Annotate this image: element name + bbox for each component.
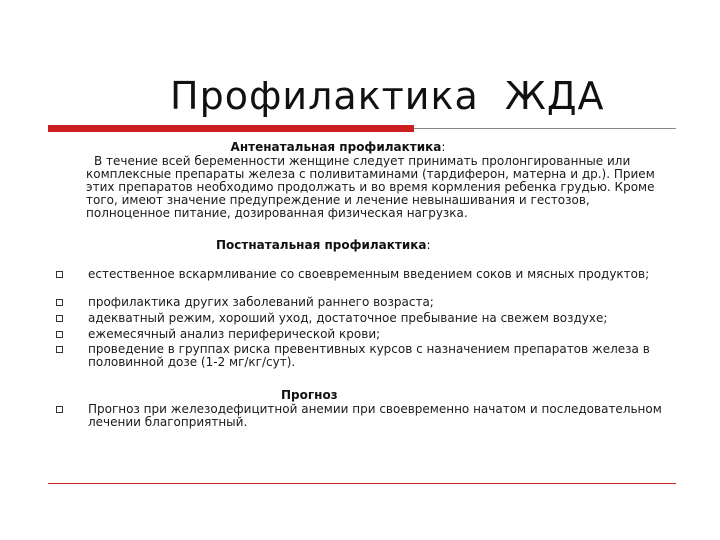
bullet-icon	[56, 406, 63, 413]
list-item: ежемесячный анализ периферической крови;	[88, 327, 381, 341]
postnatal-heading	[216, 238, 431, 252]
bullet-icon	[56, 346, 63, 353]
list-item: профилактика других заболеваний раннего возраста;	[88, 295, 434, 309]
list-item: адекватный режим, хороший уход, достаточное пребывание на свежем воздухе;	[88, 311, 608, 325]
title-underline-accent	[48, 125, 414, 132]
list-item: проведение в группах риска превентивных курсов с назначением препаратов железа в половинной дозе (1-2 мг/кг/сут).	[88, 342, 650, 369]
bullet-icon	[56, 315, 63, 322]
antenatal-heading-colon: :	[441, 140, 446, 154]
antenatal-paragraph: В течение всей беременности женщине следует принимать пролонгированные или комплексные препараты железа с поливитаминами (тардиферон, матерна и др.). Прием этих препаратов необходимо продолжать и во время кормления ребенка грудью. Кроме того, имеют значение предупреждение и лечение невынашивания и гестозов, полноценное питание, дозированная физическая нагрузка.	[86, 154, 655, 220]
antenatal-heading	[88, 141, 588, 154]
prognosis-text: Прогноз при железодефицитной анемии при своевременно начатом и последовательном лечении благоприятный.	[88, 402, 662, 429]
postnatal-heading-label: Постнатальная профилактика	[216, 238, 427, 252]
bullet-icon	[56, 299, 63, 306]
slide-title: Профилактика ЖДА	[170, 74, 605, 118]
footer-divider	[48, 483, 676, 484]
title-underline-thin	[414, 128, 676, 129]
antenatal-heading-label: Антенатальная профилактика	[230, 140, 442, 154]
list-item: естественное вскармливание со своевременным введением соков и мясных продуктов;	[88, 267, 650, 281]
postnatal-heading-colon: :	[426, 238, 431, 252]
bullet-icon	[56, 271, 63, 278]
bullet-icon	[56, 331, 63, 338]
prognosis-heading: Прогноз	[281, 388, 338, 402]
